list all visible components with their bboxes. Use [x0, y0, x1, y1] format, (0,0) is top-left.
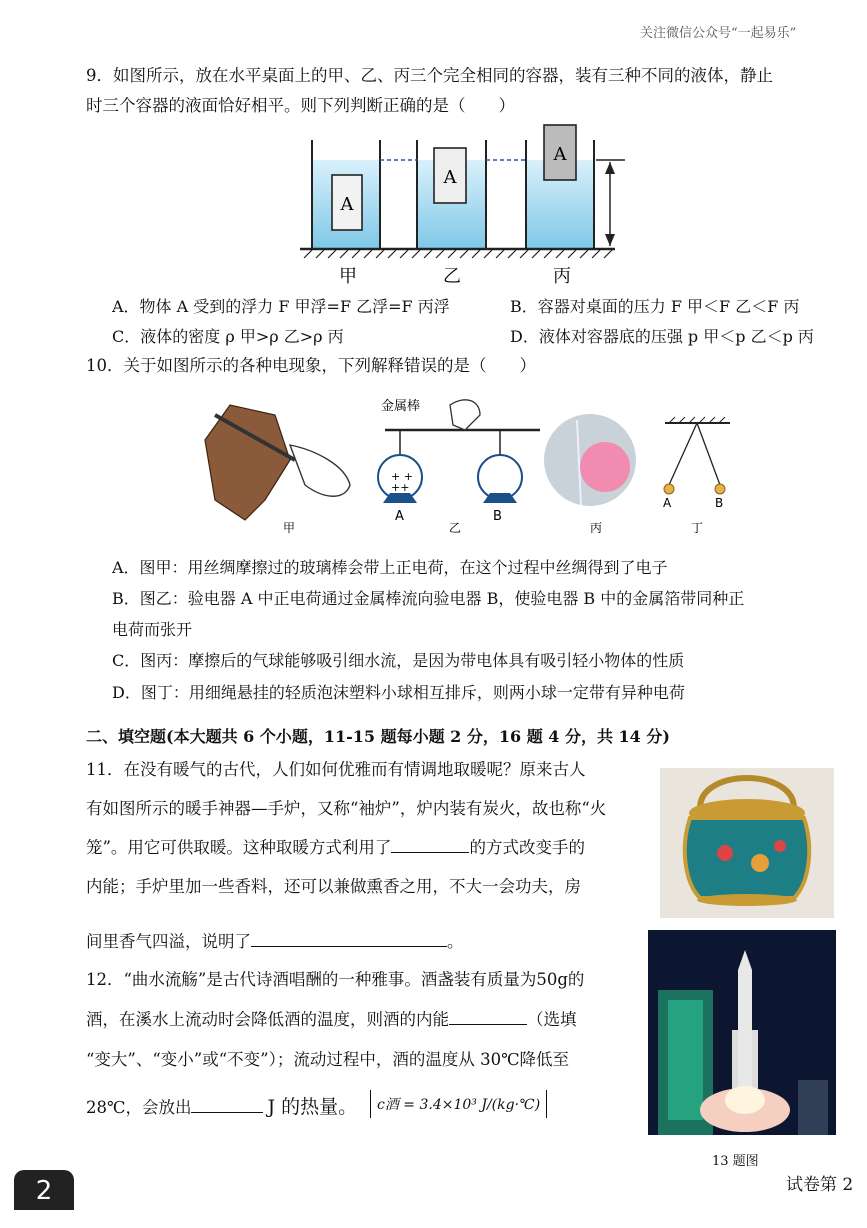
q9-stem-line2: 时三个容器的液面恰好相平。则下列判断正确的是（ ）: [86, 96, 515, 115]
footer-right-text: 试卷第 2: [786, 1175, 854, 1195]
svg-text:++: ++: [391, 481, 410, 494]
fig-caption-bing: 丙: [590, 521, 603, 535]
q10-option-c: C．图丙：摩擦后的气球能够吸引细水流，是因为带电体具有吸引轻小物体的性质: [112, 651, 685, 670]
q9-stem-line1: 9．如图所示，放在水平桌面上的甲、乙、丙三个完全相同的容器，装有三种不同的液体，静止: [86, 66, 773, 85]
section-2-title: 二、填空题(本大题共 6 个小题，11-15 题每小题 2 分，16 题 4 分，共 14 分): [86, 727, 670, 746]
q12-line3: “变大”、“变小”或“不变”）；流动过程中，酒的温度从 30℃降低至: [86, 1050, 570, 1069]
electroscope-a-label: A: [395, 509, 404, 524]
q12-line1: 12．“曲水流觞”是古代诗酒唱酬的一种雅事。酒盏装有质量为50g的: [86, 970, 585, 989]
block-label-yi: A: [443, 167, 457, 188]
rocket-launch-photo: [648, 930, 836, 1135]
q9-containers-figure: [300, 120, 640, 288]
q11-line4: 内能；手炉里加一些香料，还可以兼做熏香之用，不大一会功夫，房: [86, 877, 581, 896]
ball-a-label: A: [663, 496, 672, 510]
q10-stem: 10．关于如图所示的各种电现象，下列解释错误的是（ ）: [86, 356, 536, 375]
q10-option-b-line1: B．图乙：验电器 A 中正电荷通过金属棒流向验电器 B，使验电器 B 中的金属箔带同种正: [112, 589, 745, 608]
q11-line3: [86, 834, 585, 862]
q12-blank-2[interactable]: [191, 1096, 263, 1113]
q10-electric-figure: [195, 385, 740, 535]
svg-text:+ +: + +: [391, 470, 413, 483]
q12-line4b: J 的热量。: [267, 1096, 358, 1118]
metal-rod-label: 金属棒: [381, 399, 421, 414]
q11-line5b: 。: [447, 932, 464, 951]
fig-caption-yi: 乙: [449, 521, 462, 535]
q12-line4a: 28℃，会放出: [86, 1098, 192, 1117]
q10-option-b-line2: 电荷而张开: [112, 620, 193, 639]
electroscope-b-label: B: [493, 509, 502, 524]
q11-line5a: 间里香气四溢，说明了: [86, 932, 251, 951]
fig-caption-ding: 丁: [691, 521, 704, 535]
container-caption-jia: 甲: [339, 266, 357, 287]
q12-specific-heat-formula: c酒 = 3.4×10³ J/(kg·℃): [370, 1090, 547, 1118]
q12-line2a: 酒，在溪水上流动时会降低酒的温度，则酒的内能: [86, 1010, 449, 1029]
q12-line4: [86, 1093, 357, 1122]
q10-option-d: D．图丁：用细绳悬挂的轻质泡沫塑料小球相互排斥，则两小球一定带有异种电荷: [112, 683, 685, 702]
q11-blank-1[interactable]: [391, 836, 469, 853]
q9-option-a: A．物体 A 受到的浮力 F 甲浮=F 乙浮=F 丙浮: [112, 297, 450, 316]
header-watermark: 关注微信公众号“一起易乐”: [640, 26, 797, 41]
container-caption-bing: 丙: [553, 266, 571, 287]
q11-line3a: 笼”。用它可供取暖。这种取暖方式利用了: [86, 838, 392, 857]
q12-line2b: （选填: [527, 1010, 577, 1029]
fig13-caption: 13 题图: [712, 1154, 759, 1169]
block-label-bing: A: [553, 144, 567, 165]
container-caption-yi: 乙: [443, 266, 461, 287]
q11-line2: 有如图所示的暖手神器—手炉，又称“袖炉”，炉内装有炭火，故也称“火: [86, 799, 607, 818]
q11-line5: [86, 928, 464, 956]
page-number-badge: 2: [14, 1170, 74, 1210]
q11-line3b: 的方式改变手的: [469, 838, 585, 857]
q10-option-a: A．图甲：用丝绸摩擦过的玻璃棒会带上正电荷，在这个过程中丝绸得到了电子: [112, 558, 668, 577]
ball-b-label: B: [715, 496, 724, 510]
fig-caption-jia: 甲: [283, 521, 296, 535]
q9-option-d: D．液体对容器底的压强 p 甲＜p 乙＜p 丙: [510, 327, 814, 346]
q11-blank-2[interactable]: [251, 930, 447, 947]
q9-option-b: B．容器对桌面的压力 F 甲＜F 乙＜F 丙: [510, 297, 800, 316]
block-label-jia: A: [340, 194, 354, 215]
q11-line1: 11．在没有暖气的古代，人们如何优雅而有情调地取暖呢？原来古人: [86, 760, 586, 779]
hand-warmer-photo: [660, 768, 834, 918]
q12-line2: [86, 1006, 577, 1034]
q9-option-c: C．液体的密度 ρ 甲>ρ 乙>ρ 丙: [112, 327, 344, 346]
q12-blank-1[interactable]: [449, 1008, 527, 1025]
